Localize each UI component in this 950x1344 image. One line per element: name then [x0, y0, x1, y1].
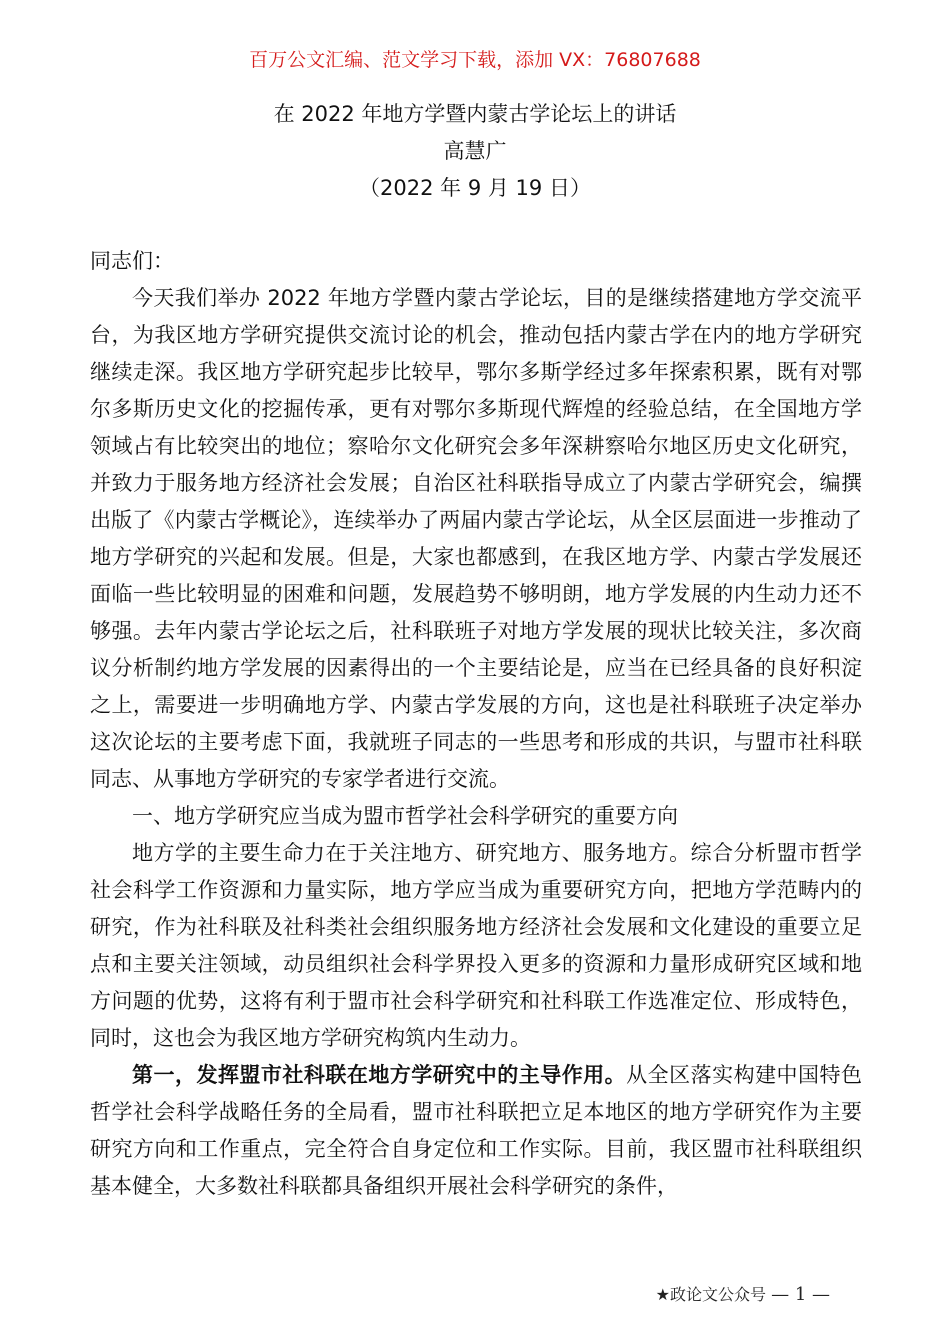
paragraph-section-1: 地方学的主要生命力在于关注地方、研究地方、服务地方。综合分析盟市哲学社会科学工作资源和力量实际，地方学应当成为重要研究方向，把地方学范畴内的研究，作为社科联及社科类社会组织服务地方经济社会发展和文化建设的重要立足点和主要关注领域，动员组织社会科学界投入更多的资源和力量形成研究区域和地方问题的优势，这将有利于盟市社会科学研究和社科联工作选准定位、形成特色，同时，这也会为我区地方学研究构筑内生动力。: [90, 841, 862, 1050]
point-1-lead: 第一，发挥盟市社科联在地方学研究中的主导作用。: [132, 1063, 627, 1087]
speech-body: [90, 243, 862, 1205]
speech-date: （2022 年 9 月 19 日）: [359, 176, 591, 200]
speaker-name: 高慧广: [443, 139, 507, 163]
page-footer: [656, 1283, 830, 1307]
title-block: [0, 96, 950, 207]
page-number: — 1 —: [771, 1284, 830, 1305]
point-1-text: 从全区落实构建中国特色哲学社会科学战略任务的全局看，盟市社科联把立足本地区的地方学研究作为主要研究方向和工作重点，完全符合自身定位和工作实际。目前，我区盟市社科联组织基本健全，大多数社科联都具备组织开展社会科学研究的条件，: [90, 1063, 863, 1198]
paragraph-intro: 今天我们举办 2022 年地方学暨内蒙古学论坛，目的是继续搭建地方学交流平台，为我区地方学研究提供交流讨论的机会，推动包括内蒙古学在内的地方学研究继续走深。我区地方学研究起步比较早，鄂尔多斯学经过多年探索积累，既有对鄂尔多斯历史文化的挖掘传承，更有对鄂尔多斯现代辉煌的经验总结，在全国地方学领域占有比较突出的地位；察哈尔文化研究会多年深耕察哈尔地区历史文化研究，并致力于服务地方经济社会发展；自治区社科联指导成立了内蒙古学研究会，编撰出版了《内蒙古学概论》，连续举办了两届内蒙古学论坛，从全区层面进一步推动了地方学研究的兴起和发展。但是，大家也都感到，在我区地方学、内蒙古学发展还面临一些比较明显的困难和问题，发展趋势不够明朗，地方学发展的内生动力还不够强。去年内蒙古学论坛之后，社科联班子对地方学发展的现状比较关注，多次商议分析制约地方学发展的因素得出的一个主要结论是，应当在已经具备的良好积淀之上，需要进一步明确地方学、内蒙古学发展的方向，这也是社科联班子决定举办这次论坛的主要考虑下面，我就班子同志的一些思考和形成的共识，与盟市社科联同志、从事地方学研究的专家学者进行交流。: [90, 286, 862, 791]
download-banner: 百万公文汇编、范文学习下载，添加 VX：76807688: [249, 49, 701, 71]
salutation: 同志们：: [90, 249, 174, 273]
section-heading: 一、地方学研究应当成为盟市哲学社会科学研究的重要方向: [132, 804, 678, 828]
paragraph-point-1: [90, 1057, 862, 1205]
footer-source: ★政论文公众号: [655, 1285, 766, 1304]
speech-title: 在 2022 年地方学暨内蒙古学论坛上的讲话: [273, 102, 677, 126]
